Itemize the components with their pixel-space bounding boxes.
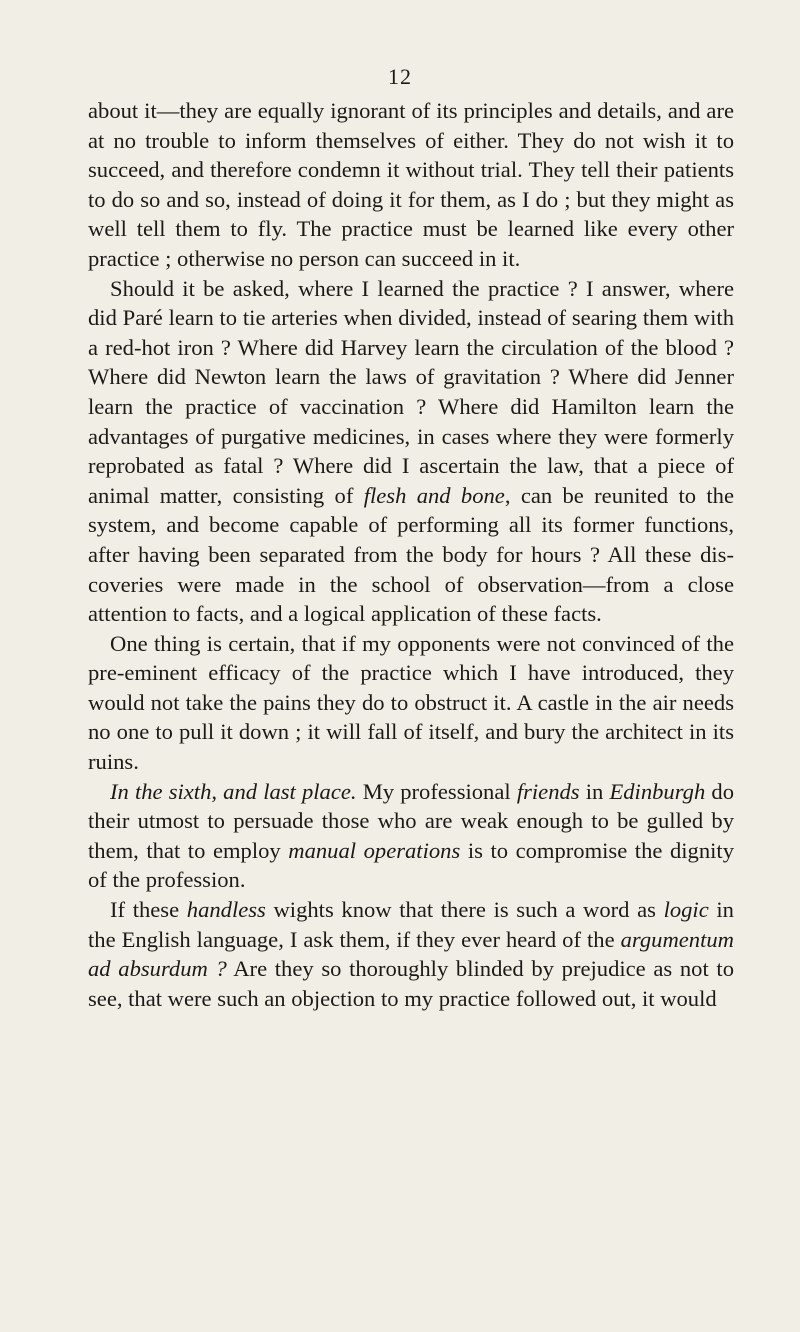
paragraph-handless-wights xyxy=(88,895,734,1013)
italic-run: handless xyxy=(186,897,266,923)
italic-run: Edinburgh xyxy=(609,778,706,804)
paragraph-continuation xyxy=(88,96,734,274)
text-run: do their utmost to persuade those who are weak enough to be gulled by them, that to employ xyxy=(88,778,734,863)
italic-run: friends xyxy=(516,778,580,804)
italic-run: flesh and bone xyxy=(363,482,505,508)
text-run: , can be reunited to the system, and become capable of performing all its former functions, after having been separated from the body for hours ? All these discoveries were made in the school of observation—from a close attention to facts, and a logical application of these facts. xyxy=(88,482,735,627)
body-text xyxy=(88,96,734,1013)
italic-run: argumentum ad absurdum ? xyxy=(88,926,734,982)
text-run: in xyxy=(579,778,610,804)
text-run: about it—they are equally ignorant of its principles and details, and are at no trouble to inform themselves of either. They do not wish it to succeed, and therefore condemn it without trial. They tell their patients to do so and so, instead of doing it for them, as I do ; but they might as well tell them to fly. The practice must be learned like every other practice ; otherwise no person can succeed in it. xyxy=(88,98,734,271)
page-number: 12 xyxy=(388,64,412,89)
paragraph-castle-in-air xyxy=(88,629,734,777)
paragraph-sixth-place xyxy=(88,777,734,895)
italic-run: logic xyxy=(663,897,709,923)
text-run: Should it be asked, where I learned the practice ? I answer, where did Paré learn to tie arteries when divided, instead of searing them with a red-hot iron ? Where did Harvey learn the circulation of the blood ? Where did Newton learn the laws of gravitation ? Where did Jenner learn the practice of vaccination ? Where did Hamilton learn the advantages of purgative medicines, in cases where they were formerly reprobated as fatal ? Where did I ascertain the law, that a piece of animal matter, consisting of xyxy=(88,275,734,508)
text-run: If these xyxy=(110,897,187,923)
italic-run: manual operations xyxy=(288,837,461,863)
text-run: in the English language, I ask them, if they ever heard of the xyxy=(88,897,734,952)
paragraph-where-learned xyxy=(88,274,734,629)
text-run: One thing is certain, that if my opponents were not convinced of the pre-eminent efficacy of the practice which I have introduced, they would not take the pains they do to obstruct it. A castle in the air needs no one to pull it down ; it will fall of itself, and bury the architect in its ruins. xyxy=(88,630,734,775)
text-run: Are they so thoroughly blinded by prejudice as not to see, that were such an objection to my practice followed out, it would xyxy=(88,956,734,1011)
text-run: My professional xyxy=(356,778,517,804)
text-run: wights know that there is such a word as xyxy=(265,897,664,923)
italic-run: In the sixth, and last place. xyxy=(110,778,357,804)
text-run: is to compromise the dignity of the profession. xyxy=(88,837,734,893)
